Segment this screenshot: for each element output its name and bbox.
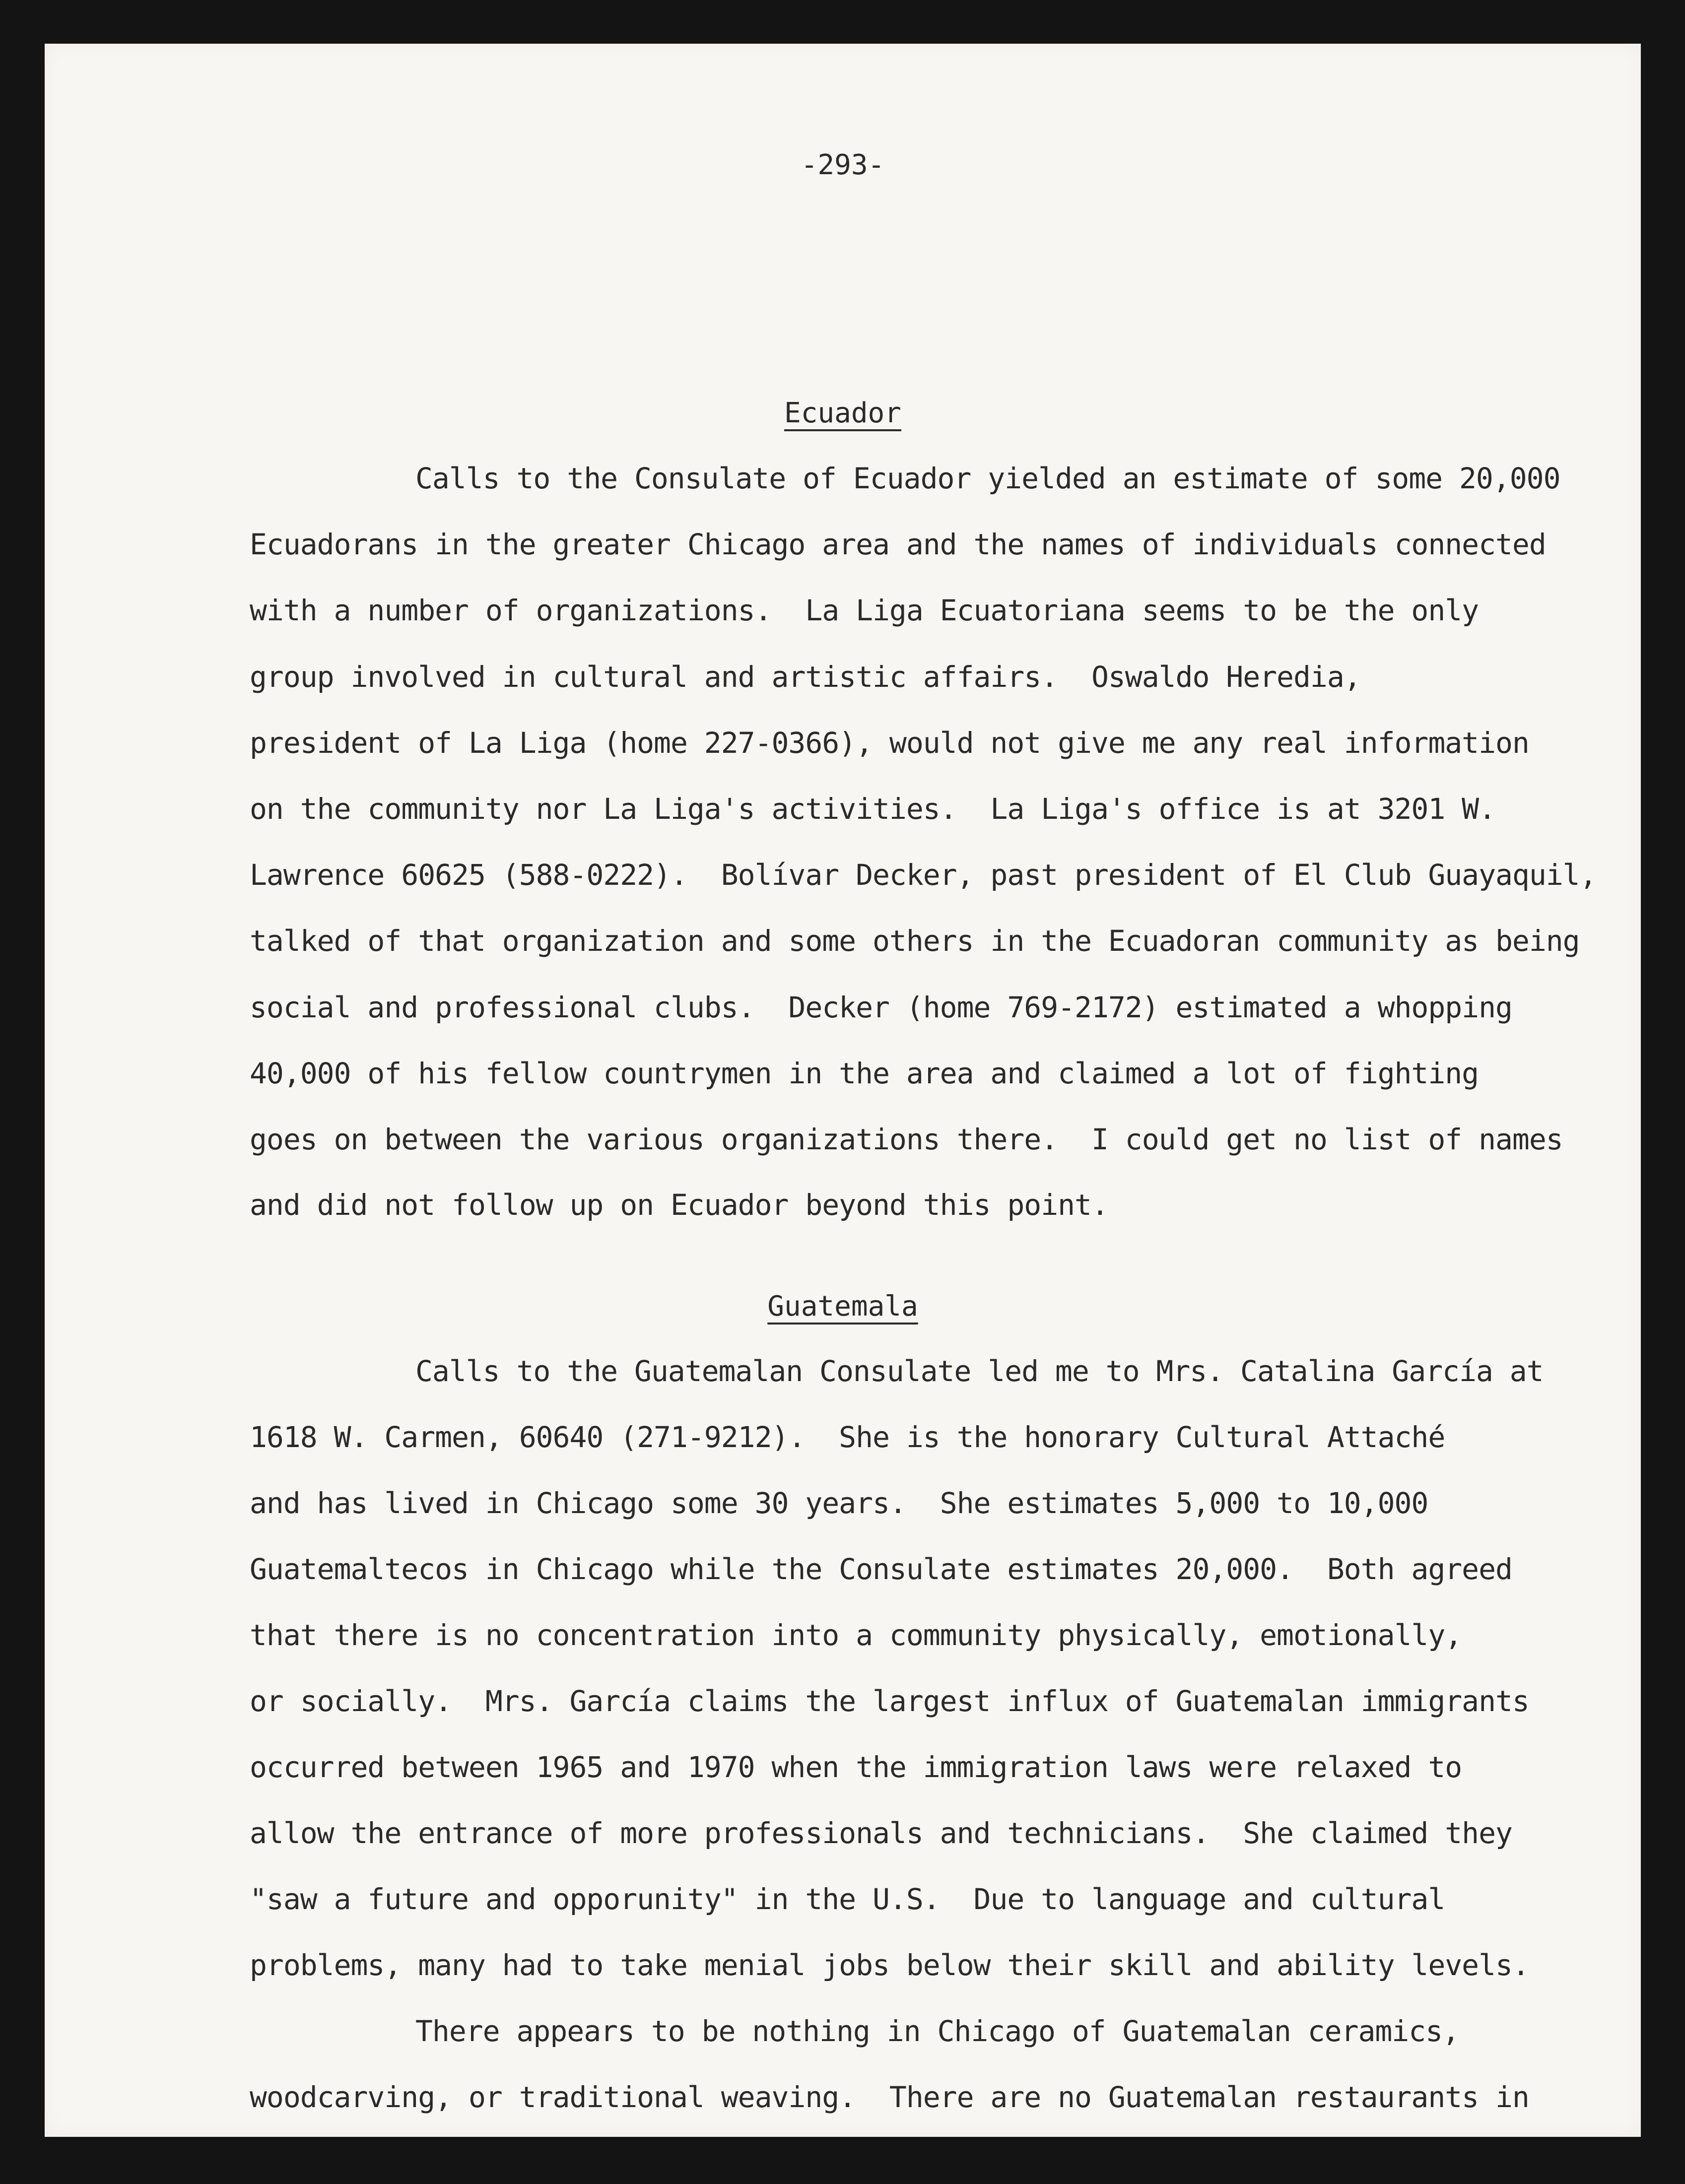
section-heading-text: Guatemala [767, 1290, 918, 1323]
text-line: Calls to the Consulate of Ecuador yielded an estimate of some 20,000 [415, 462, 1560, 495]
document-page [45, 44, 1641, 2137]
section-heading-ecuador [45, 397, 1641, 429]
text-line: "saw a future and opporunity" in the U.S. Due to language and cultural [250, 1882, 1445, 1916]
text-line: and did not follow up on Ecuador beyond this point. [250, 1188, 1108, 1222]
text-line: allow the entrance of more professionals and technicians. She claimed they [250, 1816, 1512, 1850]
section-heading-guatemala [45, 1290, 1641, 1323]
text-line: with a number of organizations. La Liga Ecuatoriana seems to be the only [250, 594, 1479, 627]
text-line: on the community nor La Liga's activities. La Liga's office is at 3201 W. [250, 792, 1496, 826]
text-line: woodcarving, or traditional weaving. There are no Guatemalan restaurants in [250, 2080, 1529, 2114]
text-line: or socially. Mrs. García claims the largest influx of Guatemalan immigrants [250, 1684, 1529, 1718]
text-line: problems, many had to take menial jobs below their skill and ability levels. [250, 1948, 1529, 1982]
text-line: Guatemaltecos in Chicago while the Consulate estimates 20,000. Both agreed [250, 1552, 1512, 1586]
text-line: president of La Liga (home 227-0366), would not give me any real information [250, 726, 1529, 760]
text-line: social and professional clubs. Decker (home 769-2172) estimated a whopping [250, 991, 1512, 1024]
text-line: goes on between the various organizations there. I could get no list of names [250, 1123, 1563, 1156]
page-number: -293- [801, 149, 885, 181]
text-line: occurred between 1965 and 1970 when the immigration laws were relaxed to [250, 1750, 1462, 1784]
text-line: Lawrence 60625 (588-0222). Bolívar Decker, past president of El Club Guayaquil, [250, 858, 1597, 892]
text-line: 40,000 of his fellow countrymen in the area and claimed a lot of fighting [250, 1057, 1479, 1090]
text-line: and has lived in Chicago some 30 years. She estimates 5,000 to 10,000 [250, 1486, 1428, 1520]
text-line: talked of that organization and some others in the Ecuadoran community as being [250, 924, 1580, 958]
text-line: Calls to the Guatemalan Consulate led me to Mrs. Catalina García at [415, 1354, 1544, 1388]
section-heading-text: Ecuador [784, 397, 901, 429]
text-line: Ecuadorans in the greater Chicago area and the names of individuals connected [250, 528, 1546, 561]
text-line: group involved in cultural and artistic affairs. Oswaldo Heredia, [250, 660, 1361, 694]
text-line: 1618 W. Carmen, 60640 (271-9212). She is the honorary Cultural Attaché [250, 1420, 1445, 1454]
text-line: There appears to be nothing in Chicago of Guatemalan ceramics, [415, 2014, 1459, 2048]
text-line: that there is no concentration into a community physically, emotionally, [250, 1618, 1462, 1652]
